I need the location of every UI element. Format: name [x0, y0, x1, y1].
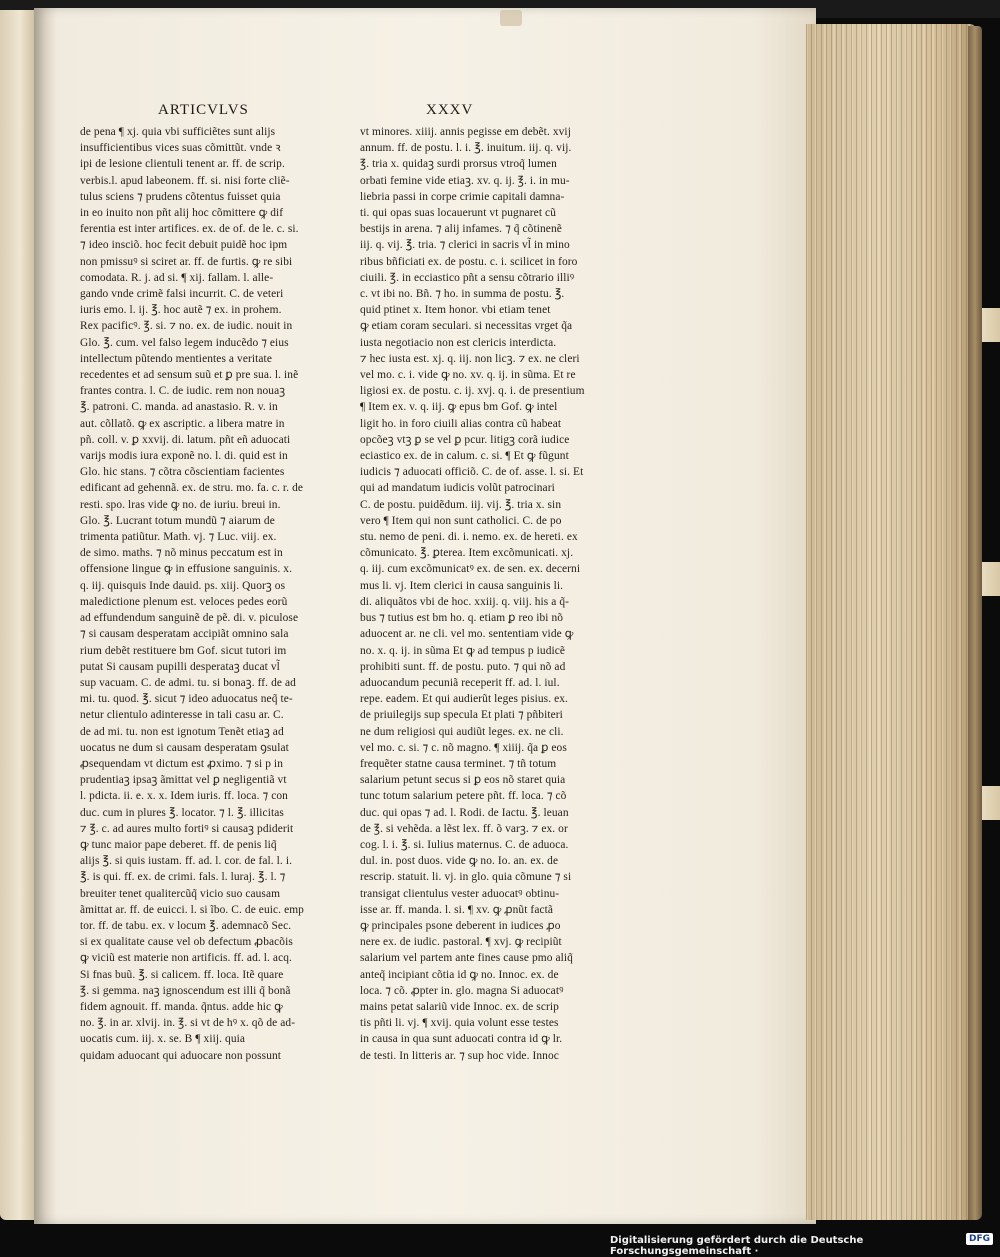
text-line: prudentiaꝫ ipsaꝫ ãmittat vel ꝑ negligentiã vt: [80, 774, 287, 787]
text-line: no. x. q. ij. in sũma Et ꝙ ad tempus p iudicẽ: [360, 644, 566, 657]
text-line: quidam aduocant qui aduocare non possunt: [80, 1049, 282, 1062]
text-column-right: [360, 124, 592, 1064]
page-marker-tab: [982, 308, 1000, 342]
text-line: verbis.l. apud labeonem. ff. si. nisi forte cliẽ-: [80, 174, 290, 187]
running-head-right: XXXV: [426, 102, 474, 118]
text-line: iij. q. vij. ℥. tria. ⁊ clerici in sacris vl̃ in mino: [360, 239, 570, 252]
text-line: sup vacuam. C. de admi. tu. si bonaꝫ. ff. de ad: [80, 676, 296, 689]
text-line: ꝙ viciũ est materie non artificis. ff. ad. l. acq.: [80, 952, 292, 965]
text-line: ribus bñficiati ex. de postu. c. i. scilicet in foro: [360, 255, 578, 268]
text-line: no. ℥. in ar. xlvij. in. ℥. si vt de hꝰ x. qõ de ad-: [80, 1017, 296, 1030]
text-line: ferentia est inter artifices. ex. de of. de le. c. si.: [80, 223, 299, 236]
text-line: intellectum pũtendo mentientes a veritate: [80, 352, 272, 365]
text-line: alijs ℥. si quis iustam. ff. ad. l. cor. de fal. l. i.: [80, 855, 293, 868]
text-line: C. de postu. puidẽdum. iij. vij. ℥. tria x. sin: [360, 498, 562, 511]
text-line: stu. nemo de peni. di. i. nemo. ex. de hereti. ex: [360, 531, 578, 544]
text-line: quid ptinet x. Item honor. vbi etiam tenet: [360, 304, 551, 317]
text-line: q. iij. quisquis Inde dauid. ps. xiij. Quorꝫ os: [80, 579, 286, 592]
text-line: breuiter tenet qualitercũq̃ vicio suo causam: [80, 887, 281, 900]
text-line: resti. spo. lras vide ꝙ no. de iuriu. breui in.: [80, 498, 281, 511]
text-line: transigat clientulus vester aduocatꝰ obtinu-: [360, 887, 560, 900]
text-line: di. aliquãtos vbi de hoc. xxiij. q. viij. his a q̃-: [360, 595, 570, 608]
text-line: ℥. si gemma. naꝫ ignoscendum est illi q̃ bonã: [80, 984, 291, 997]
text-line: tor. ff. de tabu. ex. v locum ℥. ademnacõ Sec.: [80, 919, 292, 932]
text-line: mus li. vj. Item clerici in causa sanguinis li.: [360, 579, 564, 592]
text-line: aduocandum pecuniã receperit ff. ad. l. iul.: [360, 676, 560, 689]
page-marker-tab: [982, 562, 1000, 596]
text-line: bus ⁊ tutius est bm ho. q. etiam ꝑ reo ibi nõ: [360, 612, 564, 625]
text-line: ne dum religiosi qui audiũt leges. ex. ne cli.: [360, 725, 564, 738]
text-line: cõmunicato. ℥. ꝑterea. Item excõmunicati. xj.: [360, 547, 574, 560]
text-line: ad effundendum sanguinẽ de pẽ. di. v. piculose: [80, 612, 299, 625]
left-page-edge: [0, 10, 36, 1220]
text-line: aut. cõllatõ. ꝙ ex ascriptic. a libera matre in: [80, 417, 285, 430]
binding-mark: [500, 10, 522, 26]
text-line: de ad mi. tu. non est ignotum Tenẽt etiaꝫ ad: [80, 725, 284, 738]
text-line: c. vt ibi no. Bñ. ⁊ ho. in summa de postu. ℥.: [360, 288, 565, 301]
text-line: in causa in qua sunt aduocati contra id ꝙ lr.: [360, 1033, 563, 1046]
text-line: Rex pacificꝰ. ℥. si. ⁊ no. ex. de iudic. nouit in: [80, 320, 293, 333]
text-line: eciastico ex. de in calum. c. si. ¶ Et ꝙ fũgunt: [360, 450, 569, 463]
text-line: ⁊ si causam desperatam accipiãt omnino sala: [80, 628, 289, 641]
text-line: ciuili. ℥. in ecciastico pñt a sensu cõtrario illiꝰ: [360, 271, 575, 284]
text-line: mi. tu. quod. ℥. sicut ⁊ ideo aduocatus neq̃ te-: [80, 693, 293, 706]
text-column-left: [80, 124, 312, 1064]
text-line: repe. eadem. Et qui audierũt leges pisius. ex.: [360, 693, 568, 706]
text-line: rium debẽt restituere bm Gof. sicut tutori im: [80, 644, 287, 657]
text-line: Glo. ℥. Lucrant totum mundũ ⁊ aiarum de: [80, 514, 275, 527]
text-line: mains petat salariũ vide Innoc. ex. de scrip: [360, 1000, 559, 1013]
text-line: in eo inuito non pñt alij hoc cõmittere ꝙ dif: [80, 207, 284, 220]
text-line: de pena ¶ xj. quia vbi sufficiẽtes sunt alijs: [80, 126, 276, 138]
text-line: recedentes et ad sensum suũ et ꝑ pre sua. l. inẽ: [80, 369, 299, 382]
text-line: ℥. patroni. C. manda. ad anastasio. R. v. in: [80, 401, 278, 414]
text-line: annum. ff. de postu. l. i. ℥. inuitum. iij. q. vij.: [360, 142, 572, 155]
text-line: trimenta patiũtur. Math. vj. ⁊ Luc. viij. ex.: [80, 531, 277, 544]
text-line: ꝓsequendam vt dictum est ꝓximo. ⁊ si p in: [80, 757, 283, 770]
text-line: liebria passi in corpe crimie capitali damna-: [360, 190, 565, 203]
text-line: ℥. tria x. quidaꝫ surdi prorsus vtroq̃ lumen: [360, 158, 557, 171]
text-line: vel mo. c. i. vide ꝙ no. xv. q. ij. in sũma. Et re: [360, 369, 576, 382]
text-line: comodata. R. j. ad si. ¶ xij. fallam. l. alle-: [80, 271, 274, 284]
text-line: rescrip. statuit. li. vj. in glo. quia cõmune ⁊ si: [360, 871, 572, 884]
text-line: ℥. is qui. ff. ex. de crimi. fals. l. luraj. ℥. l. ⁊: [80, 871, 286, 884]
text-line: ꝙ etiam coram seculari. si necessitas vrget q̃a: [360, 320, 573, 333]
text-line: fidem agnouit. ff. manda. q̃ntus. adde hic ꝙ: [80, 1000, 283, 1013]
text-line: netur clientulo adinteresse in tali casu ar. C.: [80, 709, 284, 722]
text-line: insufficientibus vices suas cõmittũt. vnde ꝛ: [80, 142, 281, 155]
text-line: iudicis ⁊ aduocati officiõ. C. de of. asse. l. si. Et: [360, 466, 584, 479]
text-line: ⁊ ℥. c. ad aures multo fortiꝰ si causaꝫ pdiderit: [80, 822, 294, 835]
text-line: tunc totum salarium petere pñt. ff. loca. ⁊ cõ: [360, 790, 567, 803]
text-line: ti. qui opas suas locauerunt vt pugnaret cũ: [360, 207, 556, 220]
text-line: ipi de lesione clientuli tenent ar. ff. de scrip.: [80, 158, 285, 171]
page-block-fore-edge: [806, 24, 976, 1220]
text-line: non pmissuꝰ si sciret ar. ff. de furtis. ꝙ re sibi: [80, 255, 293, 268]
text-line: ⁊ ideo insciõ. hoc fecit debuit puidẽ hoc ipm: [80, 239, 288, 252]
text-line: ligit ho. in foro ciuili alias contra cũ habeat: [360, 417, 562, 430]
text-line: loca. ⁊ cõ. ꝓpter in. glo. magna Si aduocatꝰ: [360, 984, 564, 997]
text-line: q. iij. cum excõmunicatꝰ ex. de sen. ex. decerni: [360, 563, 581, 576]
text-line: uocatus ne dum si causam desperatam ꝯsulat: [80, 741, 289, 754]
text-line: orbati femine vide etiaꝫ. xv. q. ij. ℥. i. in mu-: [360, 174, 570, 187]
text-line: de ℥. si vehẽda. a lẽst lex. ff. õ varꝫ. ⁊ ex. or: [360, 822, 568, 835]
text-line: duc. qui opas ⁊ ad. l. Rodi. de Iactu. ℥. leuan: [360, 806, 569, 819]
text-line: Glo. hic stans. ⁊ cõtra cõscientiam facientes: [80, 466, 285, 479]
text-line: aduocent ar. ne cli. vel mo. sententiam vide ꝙ: [360, 628, 574, 641]
text-line: ¶ Item ex. v. q. iij. ꝙ epus bm Gof. ꝙ intel: [360, 401, 558, 414]
text-line: pñ. coll. v. ꝑ xxvij. di. latum. pñt eñ aduocati: [80, 433, 291, 446]
text-line: duc. cum in plures ℥. locator. ⁊ l. ℥. illicitas: [80, 806, 284, 819]
text-line: de simo. maths. ⁊ nõ minus peccatum est in: [80, 547, 283, 560]
text-line: ⁊ hec iusta est. xj. q. iij. non licꝫ. ⁊ ex. ne cleri: [360, 352, 580, 365]
text-line: uocatis cum. iij. x. se. B ¶ xiij. quia: [80, 1033, 246, 1046]
text-line: salarium vel partem ante fines cause pmo aliq̃: [360, 952, 573, 965]
text-line: tis pñti li. vj. ¶ xvij. quia volunt esse testes: [360, 1017, 559, 1030]
text-line: l. pdicta. ii. e. x. x. Idem iuris. ff. loca. ⁊ con: [80, 790, 288, 803]
page-marker-tab: [982, 786, 1000, 820]
text-line: ꝙ principales psone deberent in iudices ꝓo: [360, 919, 561, 932]
text-line: varijs modis iura exponẽ no. l. di. quid est in: [80, 450, 288, 463]
running-head-left: ARTICVLVS: [158, 102, 249, 118]
text-line: iusta negotiacio non est clericis interdicta.: [360, 336, 557, 349]
text-line: tulus sciens ⁊ prudens cõtentus fuisset quia: [80, 190, 281, 203]
text-line: vero ¶ Item qui non sunt catholici. C. de po: [360, 514, 562, 527]
text-line: bestijs in arena. ⁊ alij infames. ⁊ q̃ cõtinenẽ: [360, 223, 562, 236]
text-line: edificant ad gehennã. ex. de stru. mo. fa. c. r. de: [80, 482, 304, 495]
text-line: frantes contra. l. C. de iudic. rem non nouaꝫ: [80, 385, 286, 398]
text-line: ꝙ tunc maior pape deberet. ff. de penis liq̃: [80, 838, 277, 851]
text-line: Si fnas buũ. ℥. si calicem. ff. loca. Itẽ quare: [80, 968, 284, 981]
text-line: cog. l. i. ℥. si. Iulius maternus. C. de aduoca.: [360, 838, 569, 851]
text-line: vt minores. xiiij. annis pegisse em debẽt. xvij: [360, 126, 571, 138]
text-line: vel mo. c. si. ⁊ c. nõ magno. ¶ xiiij. q̃a ꝑ eos: [360, 741, 567, 754]
text-line: frequẽter statne causa terminet. ⁊ tñ totum: [360, 757, 557, 770]
text-line: si ex qualitate cause vel ob defectum ꝓbacõis: [80, 936, 293, 949]
text-line: ãmittat ar. ff. de euicci. l. si ĩbo. C. de euic. emp: [80, 903, 304, 916]
dfg-logo: DFG: [966, 1233, 993, 1245]
text-line: de testi. In litteris ar. ⁊ sup hoc vide. Innoc: [360, 1049, 559, 1062]
text-line: dul. in. post duos. vide ꝙ no. Io. an. ex. de: [360, 855, 559, 868]
text-line: Glo. ℥. cum. vel falso legem inducẽdo ⁊ eius: [80, 336, 289, 349]
text-line: anteq̃ incipiant cõtia id ꝙ no. Innoc. ex. de: [360, 968, 559, 981]
text-line: opcõeꝫ vtꝫ ꝑ se vel ꝑ pcur. litigꝫ corã iudice: [360, 433, 570, 446]
text-line: ligiosi ex. de postu. c. ij. xvj. q. i. de presentium: [360, 385, 585, 398]
text-line: salarium petunt secus si ꝑ eos nõ staret quia: [360, 774, 566, 787]
text-line: offensione lingue ꝙ in effusione sanguinis. x.: [80, 563, 293, 576]
book-cover-edge: [968, 26, 982, 1220]
text-line: gando vnde crimẽ falsi incurrit. C. de veteri: [80, 288, 284, 301]
text-line: prohibiti sunt. ff. de postu. puto. ⁊ qui nõ ad: [360, 660, 566, 673]
text-line: nere ex. de iudic. pastoral. ¶ xvj. ꝙ recipiũt: [360, 936, 562, 949]
text-line: maledictione plenum est. veloces pedes eorũ: [80, 595, 288, 608]
text-line: iuris emo. l. ij. ℥. hoc autẽ ⁊ ex. in prohem.: [80, 304, 282, 317]
text-line: isse ar. ff. manda. l. si. ¶ xv. ꝙ ꝓnũt factã: [360, 903, 554, 916]
text-line: de priuilegijs sup specula Et plati ⁊ pñbiteri: [360, 709, 563, 722]
text-line: putat Si causam pupilli desperataꝫ ducat vl̃: [80, 660, 280, 673]
text-line: qui ad mandatum iudicis volũt patrocinari: [360, 482, 555, 495]
digitization-credit: Digitalisierung gefördert durch die Deutsche Forschungsgemeinschaft ·: [610, 1235, 864, 1257]
